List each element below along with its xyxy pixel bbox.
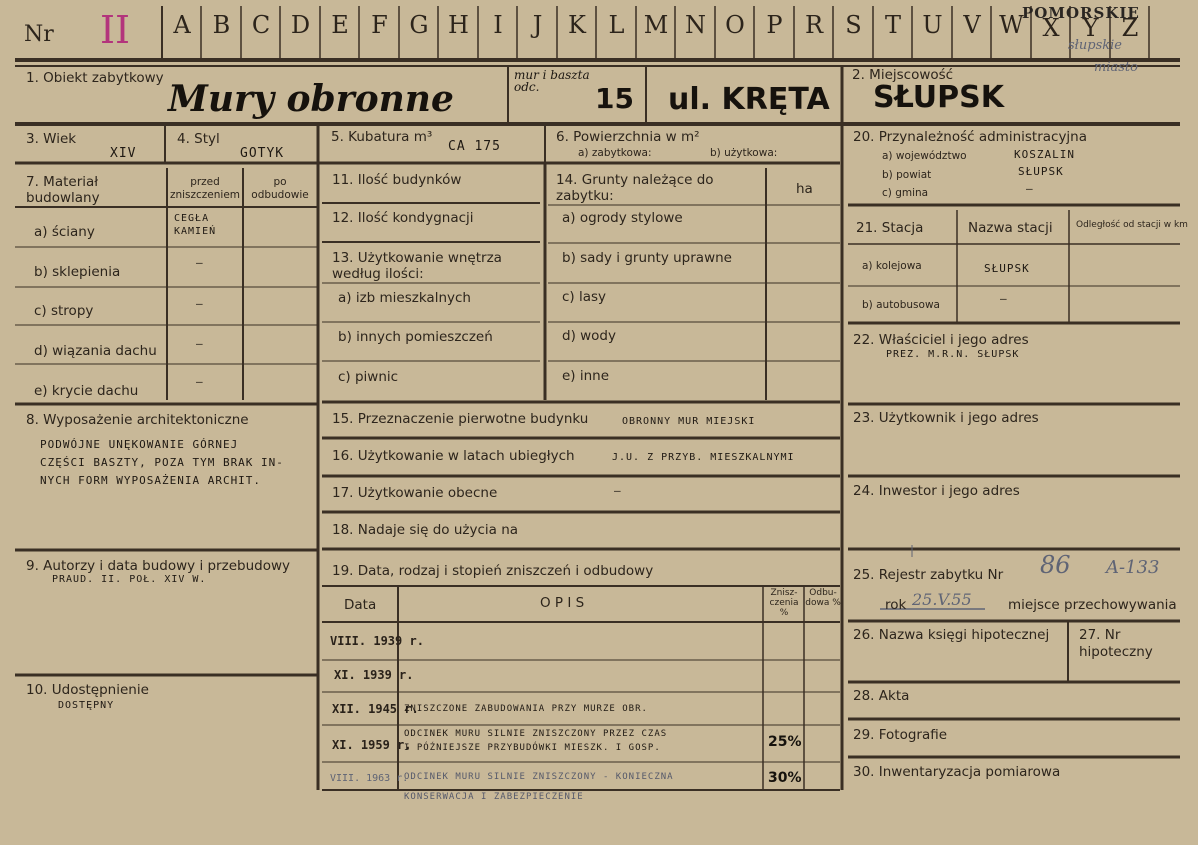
f25-rok-value: 25.V.55: [912, 590, 972, 609]
f2-value: SŁUPSK: [873, 80, 1005, 115]
f19-row-3-date: XII. 1945 r.: [332, 702, 419, 716]
f13-label: 13. Użytkowanie wnętrza według ilości:: [332, 250, 502, 282]
f19-col-od: Odbu-dowa %: [805, 588, 841, 608]
index-letter-w: W: [999, 11, 1024, 39]
f21-label: 21. Stacja: [856, 220, 924, 236]
f19-col-zn: Znisz-czenia %: [769, 588, 799, 618]
f20-c-value: —: [1026, 182, 1034, 195]
f19-row-3-opis: ZNISZCZONE ZABUDOWANIA PRZY MURZE OBR.: [404, 704, 648, 714]
f6-a: a) zabytkowa:: [578, 147, 652, 159]
f19-row-1-date: VIII. 1939 r.: [330, 634, 424, 648]
f30-label: 30. Inwentaryzacja pomiarowa: [853, 764, 1061, 780]
index-letter-p: P: [766, 11, 783, 39]
f7-row-a-label: a) ściany: [34, 224, 95, 240]
index-letter-o: O: [725, 11, 745, 39]
f25-label: 25. Rejestr zabytku Nr: [853, 567, 1004, 583]
pen-note: słupskie: [1068, 38, 1122, 53]
index-letter-e: E: [331, 11, 349, 39]
f19-row-4-opis: ODCINEK MURU SILNIE ZNISZCZONY PRZEZ CZAS: [404, 729, 668, 739]
f8-line-1: PODWÓJNE UNĘKOWANIE GÓRNEJ: [40, 438, 239, 451]
f7-row-c-value: —: [196, 297, 204, 310]
index-letter-z: Z: [1121, 14, 1139, 42]
f1-label: 1. Obiekt zabytkowy: [26, 70, 164, 86]
f24-label: 24. Inwestor i jego adres: [853, 483, 1020, 499]
f21-b: b) autobusowa: [862, 299, 940, 311]
index-letter-n: N: [685, 11, 706, 39]
f12-label: 12. Ilość kondygnacji: [332, 210, 474, 226]
index-letter-v: V: [963, 11, 981, 39]
nr-value: II: [100, 8, 131, 52]
f16-value: J.U. Z PRZYB. MIESZKALNYMI: [612, 452, 795, 463]
f11-label: 11. Ilość budynków: [332, 172, 462, 188]
index-letter-m: M: [643, 11, 669, 39]
index-letter-u: U: [922, 11, 943, 39]
f19-row-4-opis-2: I PÓŹNIEJSZE PRZYBUDÓWKI MIESZK. I GOSP.: [404, 743, 661, 753]
f5-value: CA 175: [448, 139, 501, 154]
f19-row-5-zn: 30%: [768, 770, 802, 786]
f15-value: OBRONNY MUR MIEJSKI: [622, 416, 756, 427]
f25-place-label: miejsce przechowywania: [1008, 597, 1177, 613]
f7-row-e-value: —: [196, 375, 204, 388]
f1-num: 15: [595, 82, 634, 115]
f25-rok-label: rok: [885, 597, 907, 613]
f21-a-value: SŁUPSK: [984, 262, 1030, 275]
f20-b-value: SŁUPSK: [1018, 165, 1064, 178]
pen-note-2: miasto: [1094, 60, 1138, 75]
f1-value: Mury obronne: [168, 78, 454, 120]
index-letter-g: G: [409, 11, 429, 39]
f27-label: 27. Nr hipoteczny: [1079, 627, 1153, 660]
index-letter-a: A: [173, 11, 191, 39]
index-letter-c: C: [251, 11, 271, 39]
f10-value: DOSTĘPNY: [58, 700, 115, 711]
f6-label: 6. Powierzchnia w m²: [556, 129, 700, 145]
f22-label: 22. Właściciel i jego adres: [853, 332, 1029, 348]
f23-label: 23. Użytkownik i jego adres: [853, 410, 1039, 426]
f7-row-d-value: —: [196, 337, 204, 350]
f19-row-2-date: XI. 1939 r.: [334, 668, 414, 682]
f21-b-value: —: [1000, 292, 1008, 305]
f7-row-e-label: e) krycie dachu: [34, 383, 139, 399]
index-letter-b: B: [212, 11, 231, 39]
f16-label: 16. Użytkowanie w latach ubiegłych: [332, 448, 575, 464]
f20-c: c) gmina: [882, 187, 929, 199]
f8-line-3: NYCH FORM WYPOSAŻENIA ARCHIT.: [40, 474, 262, 487]
f7-row-b-value: —: [196, 256, 204, 269]
f20-b: b) powiat: [882, 169, 932, 181]
f3-value: XIV: [110, 146, 137, 161]
f13-a: a) izb mieszkalnych: [338, 290, 471, 306]
f14-c: c) lasy: [562, 289, 607, 305]
f19-label: 19. Data, rodzaj i stopień zniszczeń i odbudowy: [332, 563, 654, 579]
f2-label: 2. Miejscowość: [852, 67, 954, 83]
f18-label: 18. Nadaje się do użycia na: [332, 522, 519, 538]
index-letter-t: T: [884, 11, 901, 39]
f20-a-value: KOSZALIN: [1014, 148, 1075, 161]
region-stamp: POMORSKIE: [1022, 4, 1140, 22]
f4-label: 4. Styl: [177, 131, 220, 147]
f8-line-2: CZĘŚCI BASZTY, POZA TYM BRAK IN-: [40, 456, 284, 469]
f14-e: e) inne: [562, 368, 610, 384]
f7-label: 7. Materiał budowlany: [26, 174, 100, 206]
f28-label: 28. Akta: [853, 688, 910, 704]
f3-label: 3. Wiek: [26, 131, 77, 147]
f14-b: b) sady i grunty uprawne: [562, 250, 732, 266]
f7-col1: przed zniszczeniem: [169, 176, 241, 201]
f22-value: PREZ. M.R.N. SŁUPSK: [886, 349, 1020, 360]
f19-row-5-opis: ODCINEK MURU SILNIE ZNISZCZONY - KONIECZNA: [404, 772, 674, 782]
index-letter-i: I: [493, 11, 503, 39]
f17-value: —: [614, 484, 622, 497]
f4-value: GOTYK: [240, 146, 285, 161]
index-letter-y: Y: [1082, 14, 1099, 42]
f17-label: 17. Użytkowanie obecne: [332, 485, 498, 501]
f29-label: 29. Fotografie: [853, 727, 948, 743]
f21-col2: Nazwa stacji: [968, 220, 1053, 236]
index-letter-l: L: [608, 11, 625, 39]
f14-a: a) ogrody stylowe: [562, 210, 683, 226]
f13-b: b) innych pomieszczeń: [338, 329, 493, 345]
f15-label: 15. Przeznaczenie pierwotne budynku: [332, 411, 589, 427]
f10-label: 10. Udostępnienie: [26, 682, 149, 698]
f19-col-date: Data: [344, 597, 377, 613]
index-letter-s: S: [845, 11, 862, 39]
f19-col-opis: O P I S: [540, 595, 585, 611]
f21-col3: Odległość od stacji w km: [1076, 220, 1188, 230]
f7-row-b-label: b) sklepienia: [34, 264, 121, 280]
index-letter-d: D: [290, 11, 311, 39]
f25-nr-value: 86: [1040, 551, 1071, 579]
f7-col2: po odbudowie: [251, 176, 309, 201]
f14-d: d) wody: [562, 328, 616, 344]
f7-row-d-label: d) wiązania dachu: [34, 343, 157, 359]
f1-street: ul. KRĘTA: [668, 82, 830, 117]
f9-value: PRAUD. II. POŁ. XIV W.: [52, 574, 207, 585]
f6-b: b) użytkowa:: [710, 147, 778, 159]
f1-sub: mur i baszta odc.: [514, 68, 590, 94]
f9-label: 9. Autorzy i data budowy i przebudowy: [26, 558, 290, 574]
index-letter-r: R: [804, 11, 824, 39]
f19-row-5-date: VIII. 1963 r.: [330, 773, 409, 784]
f14-label: 14. Grunty należące do zabytku:: [556, 172, 714, 204]
f25-nr-old: A-133: [1106, 557, 1160, 578]
index-letter-j: J: [532, 11, 543, 39]
f14-unit: ha: [796, 181, 813, 197]
f19-row-5-opis-2: KONSERWACJA I ZABEZPIECZENIE: [404, 792, 584, 802]
f21-a: a) kolejowa: [862, 260, 922, 272]
f7-row-c-label: c) stropy: [34, 303, 94, 319]
f8-label: 8. Wyposażenie architektoniczne: [26, 412, 249, 428]
index-letter-f: F: [371, 11, 388, 39]
f5-label: 5. Kubatura m³: [331, 129, 433, 145]
index-letter-h: H: [448, 11, 469, 39]
f13-c: c) piwnic: [338, 369, 399, 385]
index-letter-k: K: [568, 11, 586, 39]
f20-label: 20. Przynależność administracyjna: [853, 129, 1088, 145]
f19-row-4-date: XI. 1959 r.: [332, 738, 412, 752]
nr-label: Nr: [24, 22, 54, 47]
f26-label: 26. Nazwa księgi hipotecznej: [853, 627, 1050, 643]
f20-a: a) województwo: [882, 150, 967, 162]
f19-row-4-zn: 25%: [768, 734, 802, 750]
f7-row-a-value: CEGŁA KAMIEŃ: [174, 213, 217, 237]
index-letter-x: X: [1042, 14, 1060, 42]
